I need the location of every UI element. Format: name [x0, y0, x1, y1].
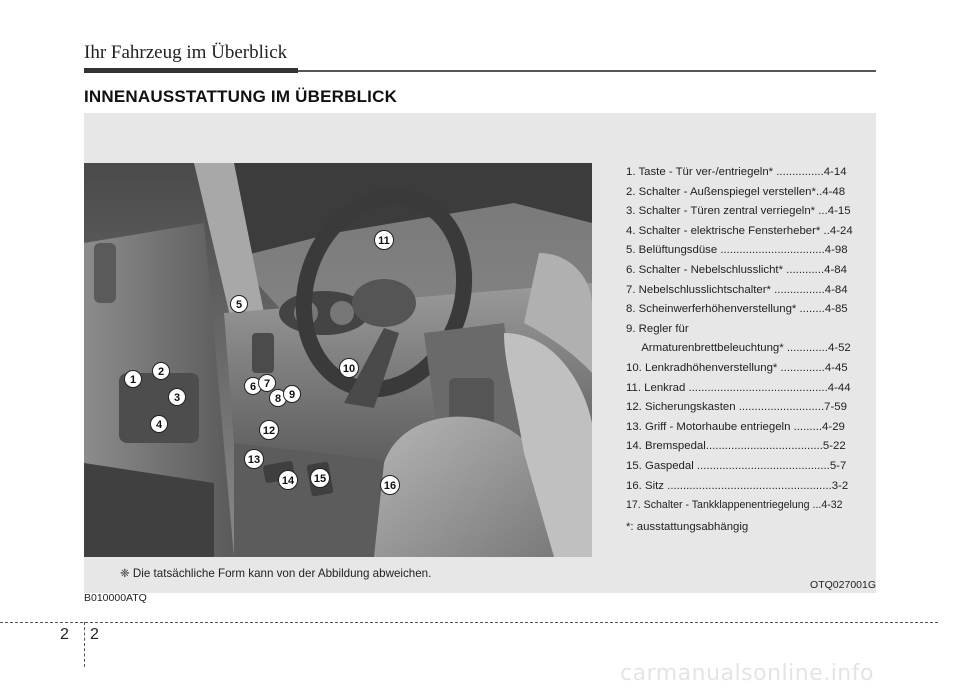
- svg-text:10: 10: [342, 363, 356, 375]
- callout-5: [231, 296, 248, 313]
- svg-text:4: 4: [155, 419, 163, 431]
- callout-14: [279, 471, 298, 490]
- callout-11: [375, 231, 394, 250]
- svg-text:3: 3: [173, 392, 181, 404]
- svg-text:13: 13: [247, 454, 261, 466]
- list-item: 3. Schalter - Türen zentral verriegeln* ...4-15: [626, 205, 851, 218]
- interior-photo: [84, 163, 592, 557]
- list-item: 12. Sicherungskasten ...........................7-59: [626, 401, 847, 414]
- callout-13: [245, 450, 264, 469]
- callout-4: [151, 416, 168, 433]
- chapter-number: 2: [60, 626, 69, 643]
- section-title: INNENAUSSTATTUNG IM ÜBERBLICK: [84, 87, 398, 106]
- figure-code: OTQ027001G: [810, 579, 876, 591]
- component-list: [626, 163, 868, 516]
- list-item: 14. Bremspedal.....................................5-22: [626, 440, 846, 453]
- svg-text:9: 9: [288, 389, 296, 401]
- svg-text:12: 12: [262, 425, 276, 437]
- list-item: 11. Lenkrad ............................................4-44: [626, 381, 851, 394]
- callout-7: [259, 375, 276, 392]
- svg-text:11: 11: [378, 235, 390, 247]
- list-item: 5. Belüftungsdüse .................................4-98: [626, 244, 848, 257]
- header-rule-accent: [84, 68, 298, 73]
- callout-15: [311, 469, 330, 488]
- list-item: 4. Schalter - elektrische Fensterheber* ..4-24: [626, 224, 853, 237]
- list-item: Armaturenbrettbeleuchtung* .............4-52: [626, 342, 851, 355]
- callout-12: [260, 421, 279, 440]
- list-item: 16. Sitz ....................................................3-2: [626, 479, 849, 492]
- list-item: 10. Lenkradhöhenverstellung* ..............4-45: [626, 361, 848, 374]
- callout-2: [153, 363, 170, 380]
- svg-text:15: 15: [313, 473, 327, 485]
- callout-16: [381, 476, 400, 495]
- list-item: 15. Gaspedal ..........................................5-7: [626, 459, 847, 472]
- list-item: 17. Schalter - Tankklappenentriegelung ...4-32: [626, 499, 843, 512]
- list-item: 9. Regler für: [626, 322, 689, 335]
- callout-10: [340, 359, 359, 378]
- svg-text:8: 8: [274, 393, 282, 405]
- header-title: Ihr Fahrzeug im Überblick: [84, 42, 288, 63]
- svg-text:5: 5: [235, 299, 243, 311]
- footer-divider: [0, 622, 938, 623]
- reference-code: B010000ATQ: [84, 592, 147, 604]
- callout-1: [125, 371, 142, 388]
- page-number: 2: [90, 626, 99, 643]
- list-item: 6. Schalter - Nebelschlusslicht* ............4-84: [626, 263, 847, 276]
- svg-text:14: 14: [281, 475, 295, 487]
- footnote: *: ausstattungsabhängig: [626, 521, 749, 533]
- svg-text:2: 2: [157, 366, 165, 378]
- svg-text:7: 7: [263, 378, 271, 390]
- header-rule: [84, 70, 876, 72]
- svg-text:1: 1: [129, 374, 137, 386]
- watermark: carmanualsonline.info: [620, 661, 874, 686]
- list-item: 8. Scheinwerferhöhenverstellung* ........4-85: [626, 303, 848, 316]
- list-item: 1. Taste - Tür ver-/entriegeln* ...............4-14: [626, 166, 847, 178]
- list-item: 13. Griff - Motorhaube entriegeln .........4-29: [626, 420, 845, 433]
- svg-text:16: 16: [383, 480, 397, 492]
- page-number-divider: [84, 622, 85, 667]
- callout-9: [284, 386, 301, 403]
- svg-text:6: 6: [249, 381, 257, 393]
- list-item: 7. Nebelschlusslichtschalter* ................4-84: [626, 283, 848, 296]
- callout-3: [169, 389, 186, 406]
- disclaimer: ❈ Die tatsächliche Form kann von der Abbildung abweichen.: [120, 567, 432, 580]
- interior-illustration: [84, 163, 592, 557]
- list-item: 2. Schalter - Außenspiegel verstellen*..4-48: [626, 185, 846, 198]
